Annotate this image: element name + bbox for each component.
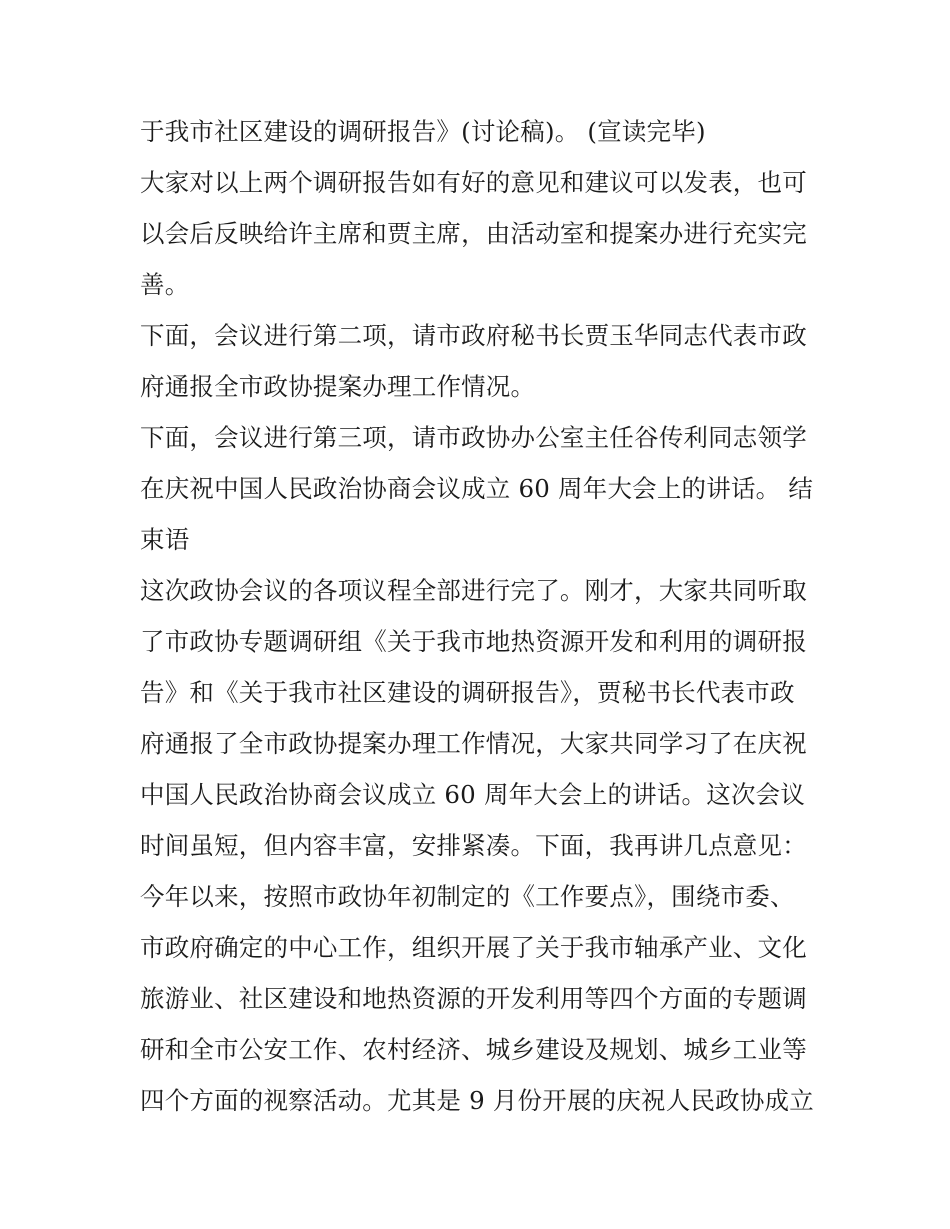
text-line-19: 研和全市公安工作、农村经济、城乡建设及规划、城乡工业等 bbox=[140, 1035, 807, 1064]
text-line-16: 今年以来，按照市政协年初制定的《工作要点》，围绕市委、 bbox=[140, 882, 795, 911]
text-line-13: 府通报了全市政协提案办理工作情况，大家共同学习了在庆祝 bbox=[140, 729, 807, 758]
document-body bbox=[140, 106, 820, 1126]
text-line-20: 四个方面的视察活动。尤其是 9 月份开展的庆祝人民政协成立 bbox=[140, 1086, 814, 1115]
text-line-3: 以会后反映给许主席和贾主席，由活动室和提案办进行充实完 bbox=[140, 219, 807, 248]
text-line-5: 下面，会议进行第二项，请市政府秘书长贾玉华同志代表市政 bbox=[140, 321, 807, 350]
text-line-10: 这次政协会议的各项议程全部进行完了。刚才，大家共同听取 bbox=[140, 576, 807, 605]
text-line-7: 下面，会议进行第三项，请市政协办公室主任谷传利同志领学 bbox=[140, 423, 807, 452]
text-line-12: 告》和《关于我市社区建设的调研报告》，贾秘书长代表市政 bbox=[140, 678, 795, 707]
text-line-14: 中国人民政治协商会议成立 60 周年大会上的讲话。这次会议 bbox=[140, 780, 806, 809]
text-line-15: 时间虽短，但内容丰富，安排紧凑。下面，我再讲几点意见： bbox=[140, 831, 807, 860]
text-line-9: 束语 bbox=[140, 525, 190, 554]
text-line-1: 于我市社区建设的调研报告》(讨论稿)。 (宣读完毕) bbox=[140, 117, 706, 146]
text-line-18: 旅游业、社区建设和地热资源的开发利用等四个方面的专题调 bbox=[140, 984, 807, 1013]
text-line-2: 大家对以上两个调研报告如有好的意见和建议可以发表，也可 bbox=[140, 168, 807, 197]
text-line-11: 了市政协专题调研组《关于我市地热资源开发和利用的调研报 bbox=[140, 627, 807, 656]
text-line-4: 善。 bbox=[140, 270, 190, 299]
text-line-17: 市政府确定的中心工作，组织开展了关于我市轴承产业、文化 bbox=[140, 933, 807, 962]
text-line-6: 府通报全市政协提案办理工作情况。 bbox=[140, 372, 536, 401]
text-line-8: 在庆祝中国人民政治协商会议成立 60 周年大会上的讲话。 结 bbox=[140, 474, 814, 503]
